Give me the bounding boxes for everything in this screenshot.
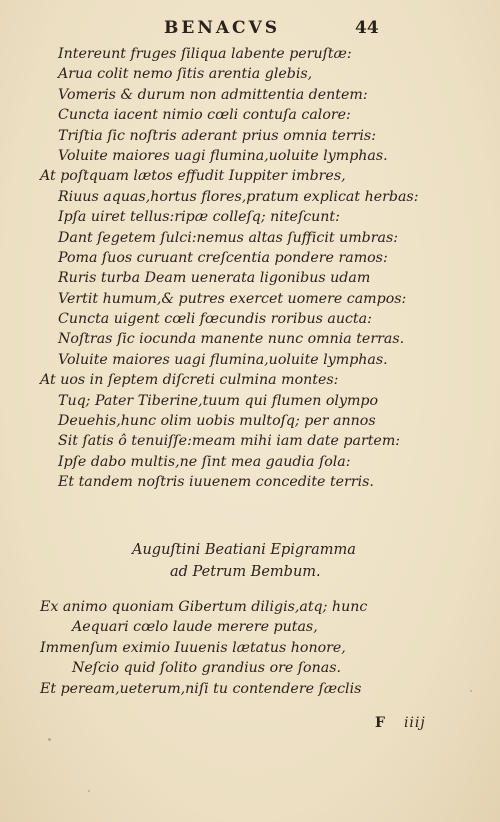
running-title: BENACVS bbox=[164, 18, 281, 38]
verse-line: Riuus aquas,hortus flores,pratum explicat herbas: bbox=[58, 188, 419, 205]
verse-line: Vomeris & durum non admittentia dentem: bbox=[58, 86, 368, 103]
heading-line-2: ad Petrum Bembum. bbox=[170, 564, 321, 580]
verse-line: Intereunt fruges ſiliqua labente peruſtæ: bbox=[58, 46, 352, 62]
heading-line-1: Auguſtini Beatiani Epigramma bbox=[132, 542, 356, 558]
signature-number: iiij bbox=[403, 715, 426, 731]
verse-line: Vertit humum,& putres exercet uomere campos: bbox=[58, 290, 407, 307]
verse-line: Et tandem noſtris iuuenem concedite terris. bbox=[58, 474, 374, 491]
epigram-text bbox=[40, 597, 460, 699]
verse-line: Ipſa uiret tellus:ripæ colleſq; niteſcunt: bbox=[58, 209, 340, 226]
verse-line: Cuncta uigent cœli fœcundis roribus aucta: bbox=[58, 311, 372, 328]
epigram-line: Aequari cœlo laude merere putas, bbox=[72, 619, 318, 636]
signature-letter: F bbox=[375, 715, 386, 731]
verse-line: At uos in ſeptem diſcreti culmina montes: bbox=[40, 372, 339, 389]
paper-speck bbox=[88, 790, 90, 792]
verse-line: Sit ſatis ô tenuiſſe:meam mihi iam date partem: bbox=[58, 433, 401, 450]
page-number: 44 bbox=[355, 18, 379, 38]
poem-text bbox=[40, 44, 460, 493]
refrain-line: Voluite maiores uagi flumina,uoluite lymphas. bbox=[58, 351, 388, 368]
signature-mark bbox=[375, 715, 426, 731]
paper-speck bbox=[470, 690, 472, 692]
verse-line: Arua colit nemo ſitis arentia glebis, bbox=[58, 66, 313, 83]
verse-line: Noſtras ſic iocunda manente nunc omnia terras. bbox=[58, 331, 405, 348]
epigram-line: Ex animo quoniam Gibertum diligis,atq; hunc bbox=[40, 599, 368, 615]
epigram-line: Immenſum eximio Iuuenis lætatus honore, bbox=[40, 639, 346, 656]
verse-line: Poma ſuos curuant creſcentia pondere ramos: bbox=[58, 249, 388, 266]
epigram-line: Neſcio quid ſolito grandius ore ſonas. bbox=[72, 660, 341, 677]
verse-line: Triſtia ſic noſtris aderant prius omnia terris: bbox=[58, 127, 376, 144]
verse-line: Deuehis,hunc olim uobis multoſq; per annos bbox=[58, 413, 376, 430]
epigram-line: Et peream,ueterum,niſi tu contendere ſæclis bbox=[40, 680, 362, 697]
verse-line: Ruris turba Deam uenerata ligonibus udam bbox=[58, 270, 371, 287]
paper-speck bbox=[48, 738, 51, 741]
verse-line: Cuncta iacent nimio cœli contuſa calore: bbox=[58, 107, 351, 124]
verse-line: Ipſe dabo multis,ne ſint mea gaudia ſola: bbox=[58, 453, 351, 470]
verse-line: Tuq; Pater Tiberine,tuum qui flumen olympo bbox=[58, 392, 379, 409]
refrain-line: Voluite maiores uagi flumina,uoluite lymphas. bbox=[58, 147, 388, 164]
verse-line: Dant ſegetem ſulci:nemus altas ſufficit umbras: bbox=[58, 229, 399, 246]
page-header bbox=[0, 18, 500, 44]
verse-line: At poſtquam lætos effudit Iuppiter imbres, bbox=[40, 168, 346, 185]
